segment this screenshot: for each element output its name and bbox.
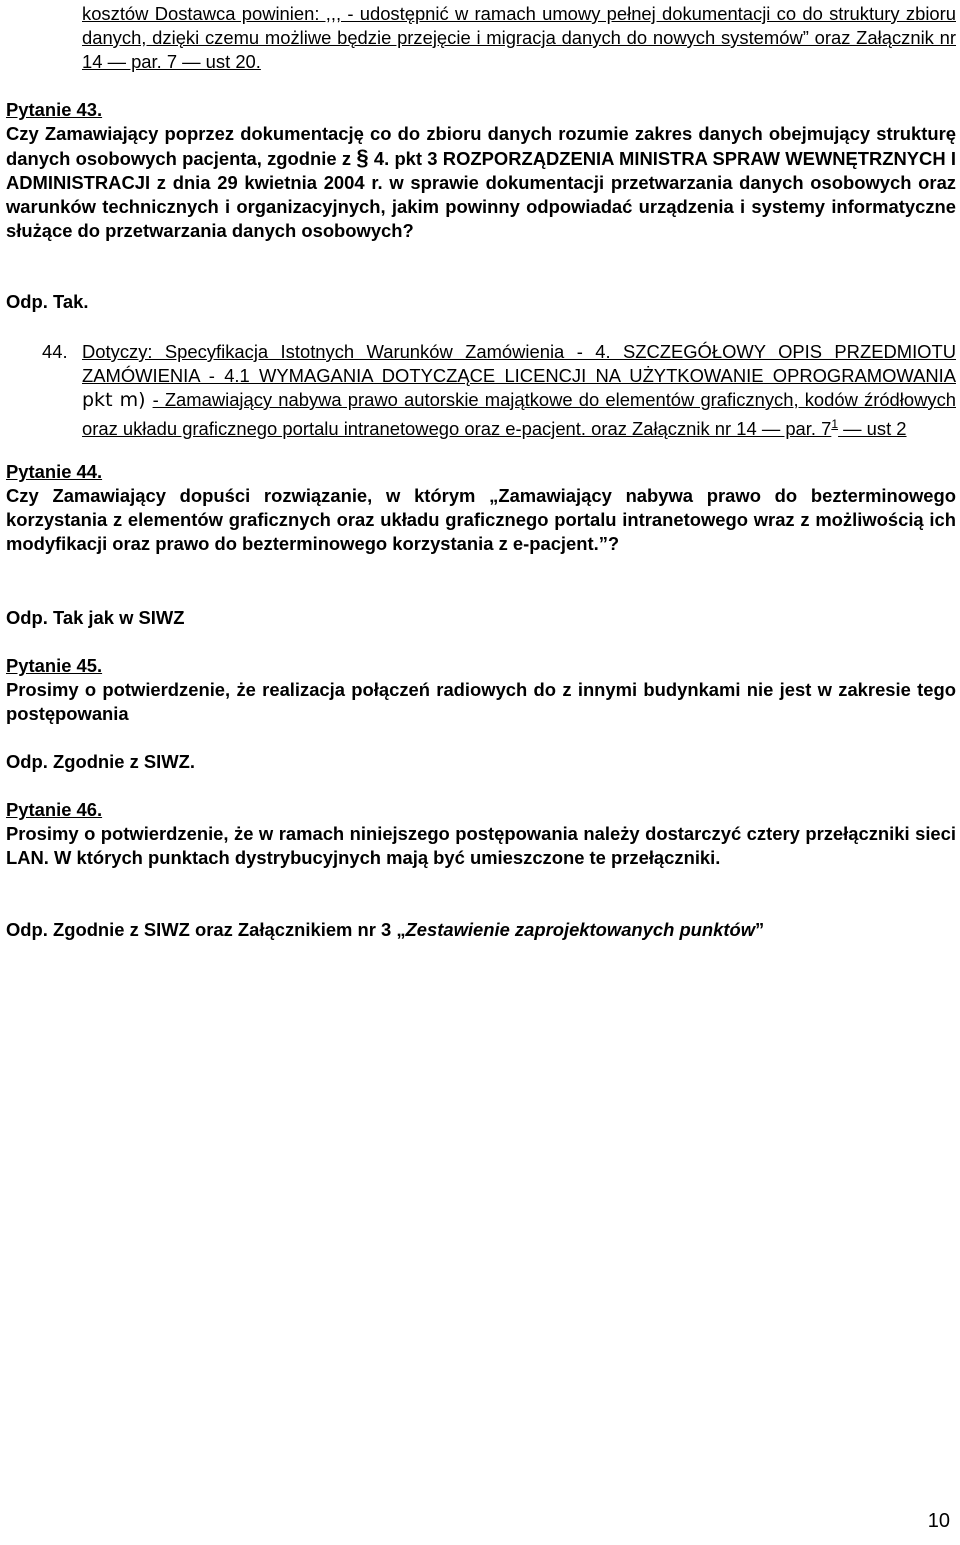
question-46-body: Prosimy o potwierdzenie, że w ramach niniejszego postępowania należy dostarczyć cztery przełączniki sieci LAN. W których punktach dystrybucyjnych mają być umieszczone te przełączniki. bbox=[6, 823, 956, 868]
answer-46-italic: Zestawienie zaprojektowanych punktów bbox=[405, 919, 756, 940]
question-46-heading: Pytanie 46. bbox=[6, 799, 103, 820]
reference-pkt: pkt m) bbox=[82, 389, 153, 411]
question-43-text-b: 4. pkt 3 ROZPORZĄDZENIA MINISTRA SPRAW WEWNĘTRZNYCH I ADMINISTRACJI z dnia 29 kwietnia 2004 r. w sprawie dokumentacji przetwarzania danych osobowych oraz warunków technicznych i organizacyjnych, jakim powinny odpowiadać urządzenia i systemy informatyczne służące do przetwarzania danych osobowych? bbox=[6, 148, 956, 241]
question-43-answer: Odp. Tak. bbox=[6, 291, 89, 312]
reference-superscript: 1 bbox=[831, 417, 839, 431]
item-44-number: 44. bbox=[42, 341, 68, 362]
item-44-reference bbox=[82, 340, 956, 441]
question-45-heading: Pytanie 45. bbox=[6, 655, 103, 676]
answer-46-text-b: ” bbox=[755, 919, 765, 940]
question-45-body: Prosimy o potwierdzenie, że realizacja połączeń radiowych do z innymi budynkami nie jest w zakresie tego postępowania bbox=[6, 679, 956, 724]
question-44-answer: Odp. Tak jak w SIWZ bbox=[6, 607, 185, 628]
page-number: 10 bbox=[927, 1510, 950, 1532]
section-sign: § bbox=[356, 145, 369, 170]
continuation-text bbox=[82, 2, 956, 74]
reference-heading: Dotyczy: Specyfikacja Istotnych Warunków Zamówienia - 4. SZCZEGÓŁOWY OPIS PRZEDMIOTU ZAMÓWIENIA - 4.1 WYMAGANIA DOTYCZĄCE LICENCJI NA UŻYTKOWANIE OPROGRAMOWANIA bbox=[82, 341, 956, 386]
question-43-text-a: Czy Zamawiający poprzez dokumentację co do zbioru danych rozumie zakres danych obejmujący strukturę danych osobowych pacjenta, zgodnie z bbox=[6, 123, 956, 169]
answer-46-text-a: Odp. Zgodnie z SIWZ oraz Załącznikiem nr 3 „ bbox=[6, 919, 406, 940]
reference-body: - Zamawiający nabywa prawo autorskie majątkowe do elementów graficznych, kodów źródłowych oraz układu graficznego portalu intranetowego oraz e-pacjent. oraz Załącznik nr 14 — par. 7 bbox=[82, 389, 956, 440]
question-45-answer: Odp. Zgodnie z SIWZ. bbox=[6, 751, 195, 772]
continuation-line: kosztów Dostawca powinien: ,,, - udostępnić w ramach umowy pełnej dokumentacji co do struktury zbioru danych, dzięki czemu możliwe będzie przejęcie i migracja danych do nowych systemów” oraz Załącznik nr 14 — par. 7 — ust 20. bbox=[82, 3, 956, 72]
reference-tail: — ust 2 bbox=[838, 418, 907, 440]
question-43-heading: Pytanie 43. bbox=[6, 99, 103, 120]
question-43-body bbox=[6, 122, 956, 243]
question-44-heading: Pytanie 44. bbox=[6, 461, 103, 482]
question-44-body: Czy Zamawiający dopuści rozwiązanie, w którym „Zamawiający nabywa prawo do bezterminowego korzystania z elementów graficznych oraz układu graficznego portalu intranetowego wraz z możliwością ich modyfikacji oraz prawo do bezterminowego korzystania z e-pacjent.”? bbox=[6, 485, 956, 554]
question-46-answer bbox=[6, 918, 956, 942]
